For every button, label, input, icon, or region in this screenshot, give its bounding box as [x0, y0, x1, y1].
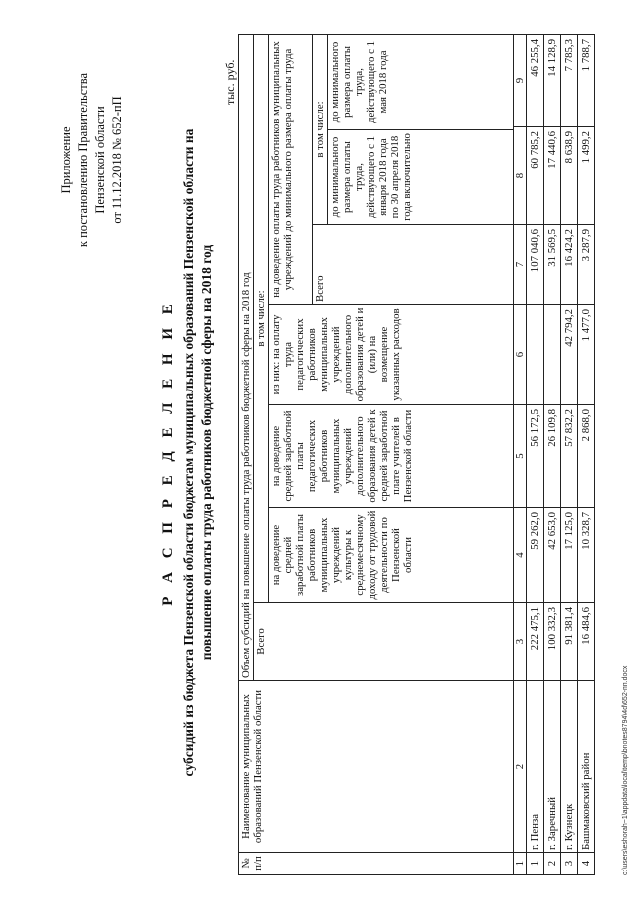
- cell-culture: 59 262,0: [527, 508, 544, 603]
- cell-pedagog: 26 109,8: [544, 405, 561, 508]
- cell-min-total: 107 040,6: [527, 225, 544, 305]
- cell-name: г. Кузнецк: [561, 681, 578, 853]
- column-number: 3: [514, 603, 527, 681]
- cell-pedagog: 2 868,0: [578, 405, 595, 508]
- header-num: № п/п: [239, 853, 514, 875]
- cell-min-jan: 17 440,6: [544, 127, 561, 225]
- cell-pedagog: 57 832,2: [561, 405, 578, 508]
- appendix-line: к постановлению Правительства: [76, 72, 90, 248]
- cell-total: 16 484,6: [578, 603, 595, 681]
- cell-num: 2: [544, 853, 561, 875]
- table-row: [544, 34, 561, 874]
- appendix-block: [58, 35, 126, 285]
- cell-culture: 17 125,0: [561, 508, 578, 603]
- document-title: Р А С П Р Е Д Е Л Е Н И Е: [160, 299, 176, 606]
- cell-min-may: 1 788,7: [578, 34, 595, 126]
- cell-min-total: 31 569,5: [544, 225, 561, 305]
- appendix-line: от 11.12.2018 № 652-пП: [110, 96, 124, 224]
- cell-pedagog: 56 172,5: [527, 405, 544, 508]
- header-volume: Объем субсидий на повышение оплаты труда работников бюджетной сферы на 2018 год: [239, 34, 254, 680]
- table-row: [578, 34, 595, 874]
- units-label: тыс. руб.: [223, 59, 237, 105]
- header-min-may: до минимального размера оплаты труда, действующего с 1 мая 2018 года: [329, 40, 389, 123]
- header-name: Наименование муниципальных образований Пензенской области: [239, 681, 514, 853]
- file-path-footer: c:\users\eshorah~1\appdata\local\temp\bnotes8794\4d\652-пп.docx: [622, 665, 629, 875]
- cell-culture: 10 328,7: [578, 508, 595, 603]
- cell-name: Башмаковский район: [578, 681, 595, 853]
- column-number: 7: [514, 225, 527, 305]
- cell-min-jan: 1 499,2: [578, 127, 595, 225]
- column-numbers-row: [514, 34, 527, 874]
- cell-total: 91 381,4: [561, 603, 578, 681]
- cell-of-them: 42 794,2: [561, 305, 578, 405]
- appendix-line: Приложение: [59, 126, 73, 194]
- cell-of-them: [527, 305, 544, 405]
- header-pedagog: на доведение средней заработной платы педагогических работников муниципальных учреждений дополнительного образования детей к средней заработной плате учителей в Пензенской области: [269, 405, 514, 508]
- column-number: 1: [514, 853, 527, 875]
- document-subtitle: повышение оплаты труда работников бюджетной сферы на 2018 год: [199, 244, 214, 661]
- header-min-total: Всего: [313, 225, 514, 305]
- cell-min-total: 16 424,2: [561, 225, 578, 305]
- cell-num: 1: [527, 853, 544, 875]
- column-number: 9: [514, 34, 527, 126]
- cell-min-total: 3 287,9: [578, 225, 595, 305]
- column-number: 8: [514, 127, 527, 225]
- cell-total: 100 332,3: [544, 603, 561, 681]
- column-number: 6: [514, 305, 527, 405]
- cell-name: г. Заречный: [544, 681, 561, 853]
- header-min-in-number: в том числе:: [313, 35, 328, 224]
- header-minimum: на доведение оплаты труда работников муниципальных учреждений до минимального размера оплаты труда: [269, 34, 313, 304]
- cell-min-may: 14 128,9: [544, 34, 561, 126]
- column-number: 2: [514, 681, 527, 853]
- table-row: [561, 34, 578, 874]
- cell-name: г. Пенза: [527, 681, 544, 853]
- document-subtitle: субсидий из бюджета Пензенской области бюджетам муниципальных образований Пензенской области на: [181, 128, 196, 777]
- cell-min-may: 46 255,4: [527, 34, 544, 126]
- cell-num: 3: [561, 853, 578, 875]
- cell-culture: 42 653,0: [544, 508, 561, 603]
- table-row: [527, 34, 544, 874]
- column-number: 4: [514, 508, 527, 603]
- cell-of-them: 1 477,0: [578, 305, 595, 405]
- cell-min-may: 7 785,3: [561, 34, 578, 126]
- distribution-table: [238, 34, 595, 875]
- cell-min-jan: 8 638,9: [561, 127, 578, 225]
- cell-of-them: [544, 305, 561, 405]
- header-of-them: из них: на оплату труда педагогических работников муниципальных учреждений дополнительного образования детей и (или) на возмещение указанных расходов: [269, 305, 514, 405]
- cell-total: 222 475,1: [527, 603, 544, 681]
- appendix-line: Пензенской области: [93, 106, 107, 214]
- cell-min-jan: 60 785,2: [527, 127, 544, 225]
- header-min-breakdown: [313, 34, 514, 224]
- header-total: Всего: [254, 603, 514, 681]
- header-in-that-number: в том числе:: [254, 34, 269, 602]
- column-number: 5: [514, 405, 527, 508]
- cell-num: 4: [578, 853, 595, 875]
- header-min-jan: до минимального размера оплаты труда, действующего с 1 января 2018 года по 30 апреля 2018 года включительно: [328, 129, 513, 224]
- header-culture: на доведение средней заработной платы работников муниципальных учреждений культуры к среднемесячному доходу от трудовой деятельности по Пензенской области: [269, 508, 514, 603]
